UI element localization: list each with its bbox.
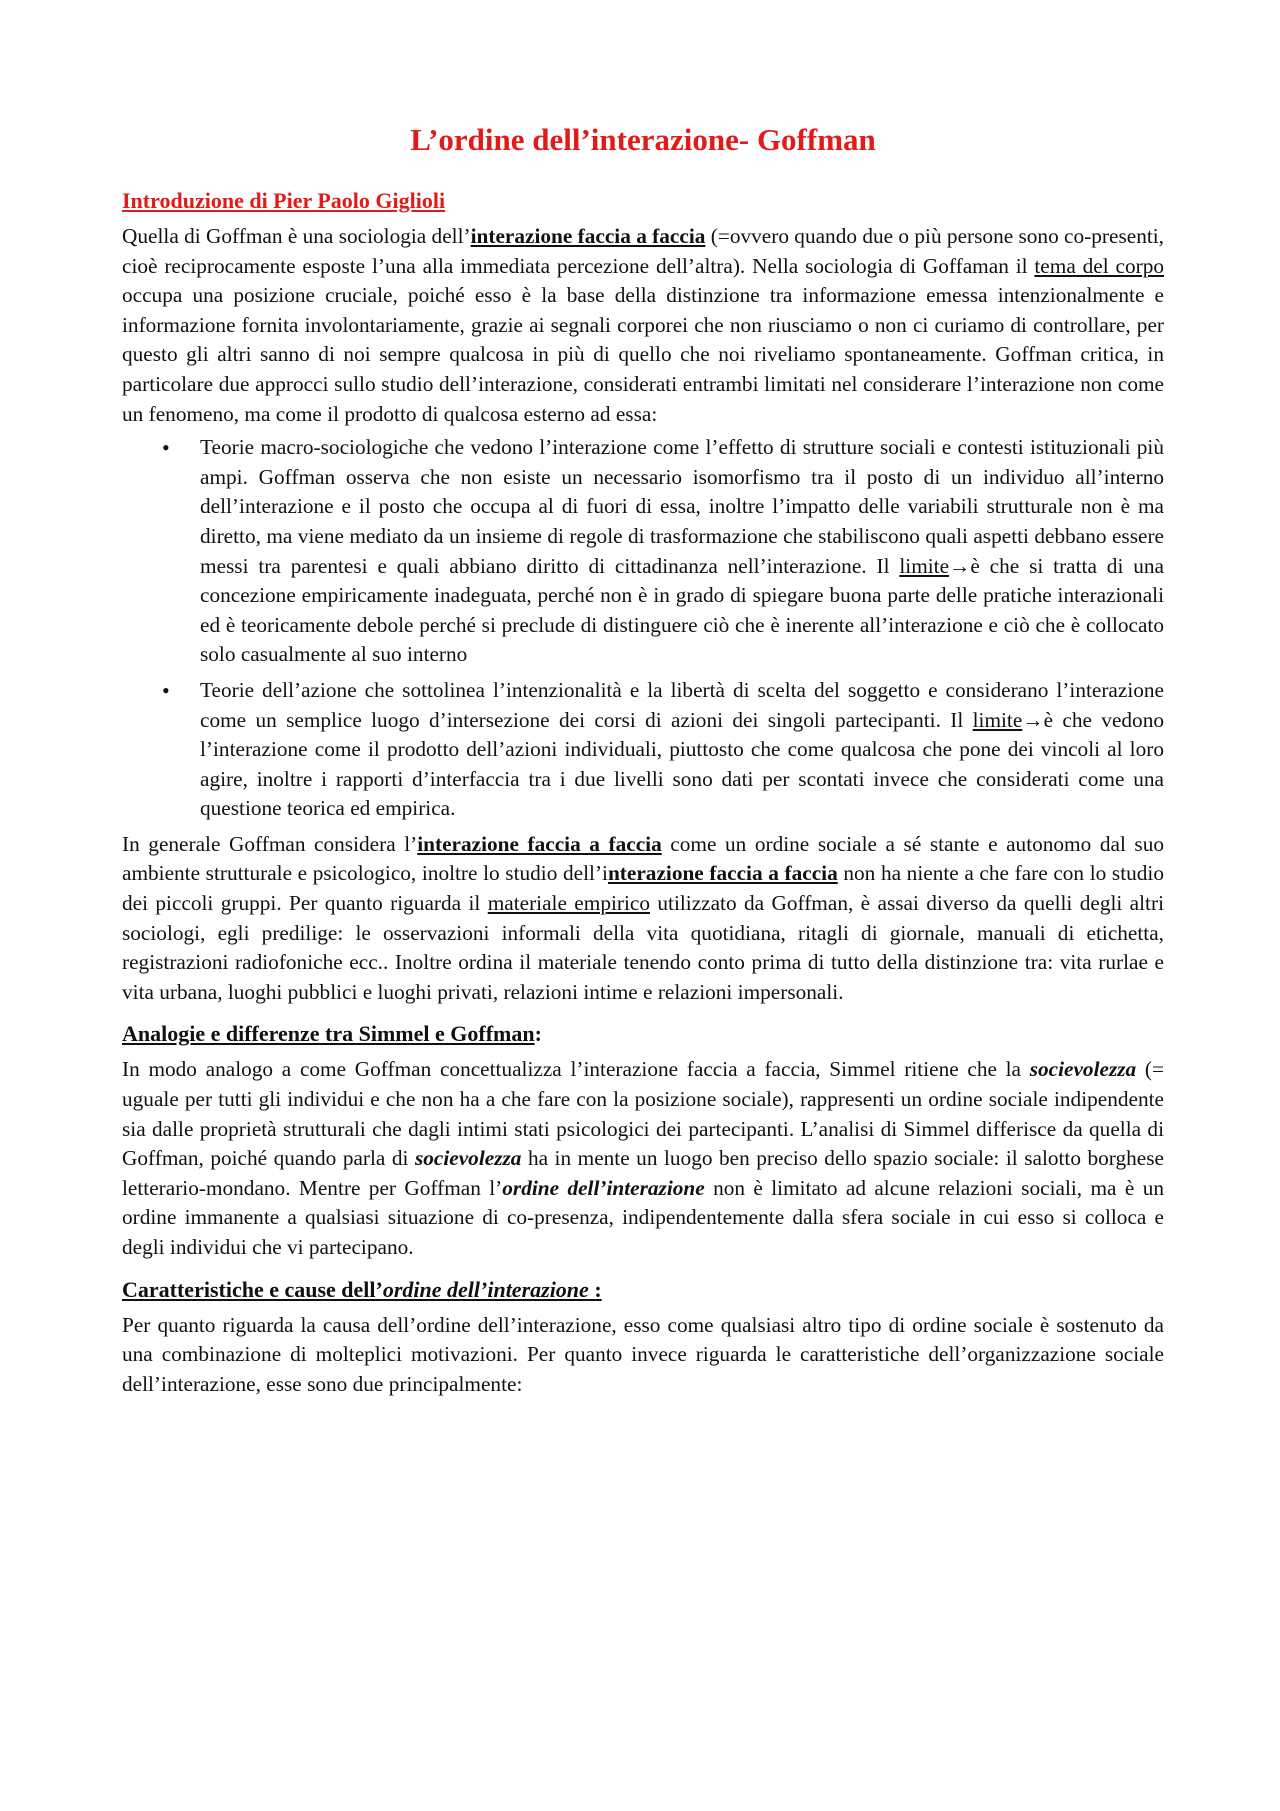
emphasis-limite: limite <box>899 553 950 578</box>
intro-paragraph-1 <box>122 222 1164 429</box>
analogie-paragraph <box>122 1055 1164 1262</box>
heading-colon: : <box>534 1021 542 1047</box>
section-introduzione <box>122 186 1164 1007</box>
text-run: (=ovvero quando due o più persone sono co-presenti, cioè reciprocamente esposte l’una alla immediata percezione dell’altra). Nella sociologia di Goffaman il <box>122 224 1164 278</box>
emphasis-tema-corpo: tema del corpo <box>1034 253 1164 278</box>
emphasis-limite: limite <box>972 707 1023 732</box>
list-item <box>122 433 1164 670</box>
heading-text: Analogie e differenze tra Simmel e Goffman <box>122 1021 535 1047</box>
text-run: non ha niente a che fare con lo studio dei piccoli gruppi. Per quanto riguarda il <box>122 861 1164 916</box>
text-run: come un ordine sociale a sé stante e autonomo dal suo ambiente strutturale e psicologico, inoltre lo studio dell’i <box>122 831 1165 886</box>
caratteristiche-paragraph: Per quanto riguarda la causa dell’ordine dell’interazione, esso come qualsiasi altro tipo di ordine sociale è sostenuto da una combinazione di molteplici motivazioni. Per quanto invece riguarda le caratteristiche dell’organizzazione sociale dell’interazione, esse sono due principalmente: <box>122 1312 1164 1396</box>
emphasis-interazione: interazione faccia a faccia <box>417 831 662 856</box>
heading-text: : <box>588 1276 602 1302</box>
emphasis-socievolezza: socievolezza <box>1029 1057 1137 1082</box>
text-run: Teorie dell’azione che sottolinea l’intenzionalità e la libertà di scelta del soggetto e considerano l’interazione come un semplice luogo d’intersezione dei corsi di azioni dei singoli partecipanti. Il <box>200 677 1164 732</box>
bullet-icon: • <box>162 435 170 461</box>
emphasis-materiale: materiale empirico <box>487 891 650 916</box>
text-run: occupa una posizione cruciale, poiché esso è la base della distinzione tra informazione emessa intenzionalmente e informazione fornita involontariamente, grazie ai segnali corporei che non riusciamo o non ci curiamo di controllare, per questo gli altri sanno di noi sempre qualcosa in più di quello che noi riveliamo spontaneamente. Goffman critica, in particolare due approcci sullo studio dell’interazione, considerati entrambi limitati nel considerare l’interazione non come un fenomeno, ma come il prodotto di qualcosa esterno ad essa: <box>122 283 1164 426</box>
text-run: In modo analogo a come Goffman concettualizza l’interazione faccia a faccia, Simmel ritiene che la <box>122 1057 1030 1082</box>
section-heading-analogie <box>122 1019 1164 1049</box>
text-run: Teorie macro-sociologiche che vedono l’interazione come l’effetto di strutture sociali e contesti istituzionali più ampi. Goffman osserva che non esiste un necessario isomorfismo tra il posto di un individuo all’interno dell’interazione e il posto che occupa al di fuori di essa, inoltre l’impatto delle variabili strutturale non è ma diretto, ma viene mediato da un insieme di regole di trasformazione che stabiliscono quali aspetti debbano essere messi tra parentesi e quali abbiano diritto di cittadinanza nell’interazione. Il <box>200 435 1164 578</box>
page-title: L’ordine dell’interazione- Goffman <box>410 122 876 157</box>
text-run: utilizzato da Goffman, è assai diverso da quelli degli altri sociologi, egli predilige: le osservazioni informali della vita quotidiana, ritagli di giornale, manuali di etichetta, registrazioni radiofoniche ecc.. Inoltre ordina il materiale tenendo conto prima di tutto della distinzione tra: vita rurlae e vita urbana, luoghi pubblici e luoghi privati, relazioni intime e relazioni impersonali. <box>122 891 1164 1004</box>
text-run: →è che si tratta di una concezione empiricamente inadeguata, perché non è in grado di spiegare buona parte delle pratiche interazionali ed è teoricamente debole perché si preclude di distinguere ciò che è inerente all’interazione e ciò che è collocato solo casualmente al suo interno <box>200 553 1164 667</box>
intro-paragraph-2 <box>122 830 1164 1008</box>
text-run: Quella di Goffman è una sociologia dell’ <box>122 224 471 248</box>
bullet-icon: • <box>162 677 170 703</box>
emphasis-interazione: interazione faccia a faccia <box>470 224 706 248</box>
list-item <box>122 676 1164 824</box>
section-heading-introduzione: Introduzione di Pier Paolo Giglioli <box>122 188 446 213</box>
section-analogie <box>122 1019 1164 1262</box>
emphasis-ordine: ordine dell’interazione <box>502 1175 705 1200</box>
text-run: (= uguale per tutti gli individui e che non ha a che fare con la posizione sociale), rappresenti un ordine sociale indipendente sia dalle proprietà strutturali che dagli intimi stati psicologici dei partecipanti. L’analisi di Simmel differisce da quella di Goffman, poiché quando parla di <box>122 1057 1164 1171</box>
section-heading-caratteristiche <box>122 1275 1164 1305</box>
heading-text-italic: ordine dell’interazione <box>382 1276 589 1302</box>
emphasis-socievolezza: socievolezza <box>414 1146 522 1171</box>
text-run: ha in mente un luogo ben preciso dello spazio sociale: il salotto borghese letterario-mondano. Mentre per Goffman l’ <box>122 1146 1164 1200</box>
text-run: →è che vedono l’interazione come il prodotto dell’azioni individuali, piuttosto che come qualcosa che pone dei vincoli al loro agire, inoltre i rapporti d’interfaccia tra i due livelli sono dati per scontati invece che considerati come una questione teorica ed empirica. <box>200 707 1164 821</box>
emphasis-interazione: nterazione faccia a faccia <box>607 861 838 886</box>
critique-list <box>122 433 1164 824</box>
heading-text: Caratteristiche e cause dell’ <box>122 1276 383 1302</box>
text-run: In generale Goffman considera l’ <box>122 831 418 856</box>
text-run: non è limitato ad alcune relazioni sociali, ma è un ordine immanente a qualsiasi situazione di co-presenza, indipendentemente dalla sfera sociale in cui esso si colloca e degli individui che vi partecipano. <box>122 1175 1165 1259</box>
section-caratteristiche <box>122 1275 1164 1400</box>
